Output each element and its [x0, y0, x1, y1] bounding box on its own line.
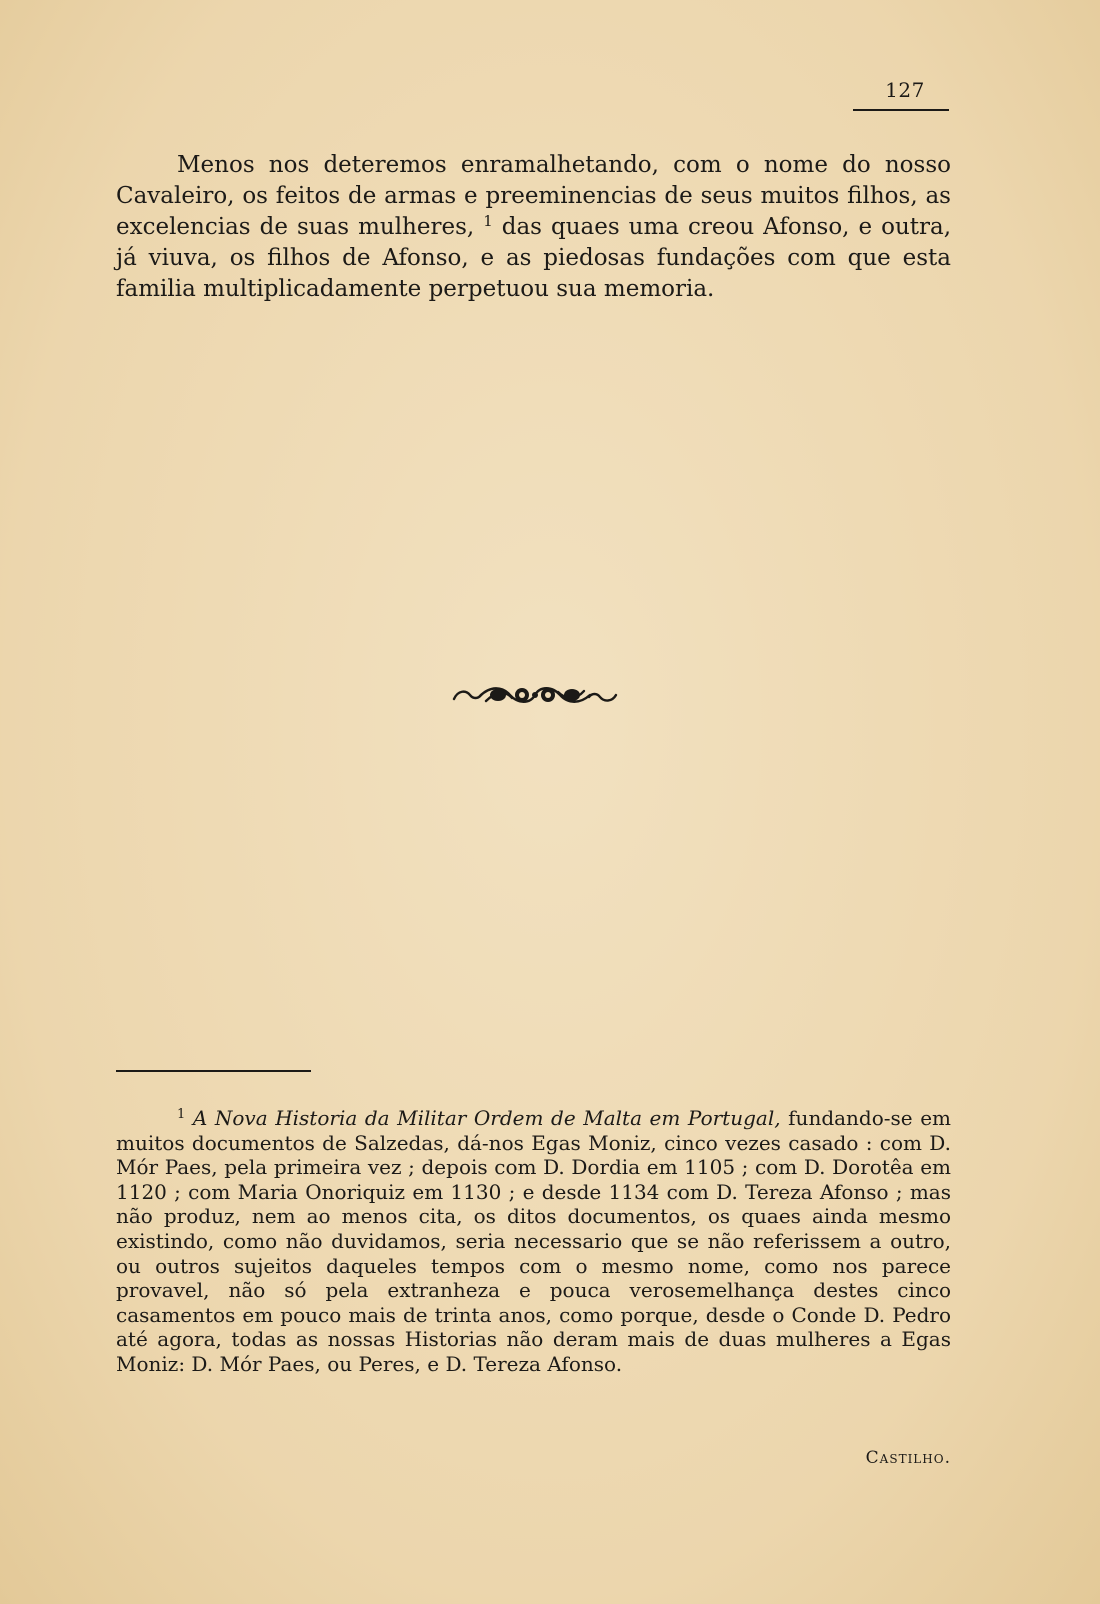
- page-number-rule: [853, 109, 949, 111]
- footnote-text: fundando-se em muitos documentos de Salzedas, dá-nos Egas Moniz, cinco vezes casado : com D. Mór Paes, pela primeira vez ; depois com D. Dordia em 1105 ; com D. Dorotêa em 1120 ; com Maria Onoriquiz em 1130 ; e desde 1134 com D. Tereza Afonso ; mas não produz, nem ao menos cita, os ditos documentos, os quaes ainda mesmo existindo, como não duvidamos, seria necessario que se não referissem a outro, ou outros sujeitos daqueles tempos com o mesmo nome, como nos parece provavel, não só pela extranheza e pouca verosemelhança destes cinco casamentos em pouco mais de trinta anos, como porque, desde o Conde D. Pedro até agora, todas as nossas Historias não deram mais de duas mulheres a Egas Moniz: D. Mór Paes, ou Peres, e D. Tereza Afonso.: [116, 1106, 951, 1376]
- body-paragraph: [116, 150, 951, 305]
- footnote-separator: [116, 1070, 311, 1072]
- body-paragraph-start: Menos nos deteremos enramalhetando, com o nome do nosso Cavaleiro, os feitos de armas e preeminencias de seus muitos filhos, as excelencias de suas mulheres,: [116, 152, 951, 240]
- footnote-source-title: A Nova Historia da Militar Ordem de Malta em Portugal,: [192, 1106, 781, 1130]
- footnote-reference: 1: [483, 211, 493, 230]
- footnote: [116, 1106, 951, 1377]
- page-number: 127: [885, 78, 925, 102]
- body-paragraph-end: das quaes uma creou Afonso, e outra, já viuva, os filhos de Afonso, e as piedosas fundações com que esta familia multiplicadamente perpetuou sua memoria.: [116, 214, 952, 302]
- footnote-marker: 1: [177, 1106, 186, 1122]
- author-signature: Castilho.: [865, 1448, 951, 1468]
- ornament-divider-icon: [450, 682, 620, 708]
